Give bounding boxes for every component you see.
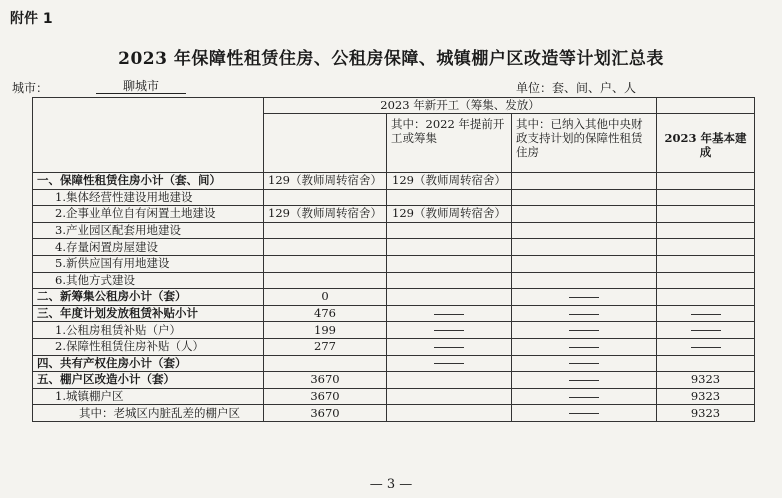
dash-mark [434,330,464,331]
cell-main: 129（教师周转宿舍） [264,206,387,223]
row-label: 三、年度计划发放租赁补贴小计 [33,305,264,322]
page-title: 2023 年保障性租赁住房、公租房保障、城镇棚户区改造等计划汇总表 [118,49,664,69]
header-blank-basic [657,98,755,114]
cell-main [264,272,387,289]
cell-basic [657,305,755,322]
cell-central [512,255,657,272]
cell-basic: 9323 [657,388,755,405]
header-main-col [264,114,387,173]
table-row [33,355,755,372]
cell-basic [657,255,755,272]
cell-basic [657,272,755,289]
dash-mark [691,314,721,315]
cell-main: 3670 [264,372,387,389]
cell-central [512,189,657,206]
cell-basic [657,206,755,223]
row-label: 五、棚户区改造小计（套） [33,372,264,389]
cell-central [512,206,657,223]
dash-mark [569,397,599,398]
row-label: 其中：老城区内脏乱差的棚户区 [33,405,264,422]
cell-basic [657,289,755,306]
cell-central [512,322,657,339]
cell-basic [657,355,755,372]
cell-main [264,222,387,239]
cell-main [264,355,387,372]
cell-prev [387,305,512,322]
city-label: 城市： [12,81,49,95]
cell-main: 129（教师周转宿舍） [264,173,387,190]
page-number: — 3 — [369,477,413,492]
dash-mark [569,314,599,315]
cell-prev [387,255,512,272]
cell-central [512,405,657,422]
cell-basic [657,173,755,190]
row-label: 1.集体经营性建设用地建设 [33,189,264,206]
header-basic-col: 2023 年基本建成 [657,114,755,173]
cell-prev [387,405,512,422]
cell-prev [387,189,512,206]
cell-prev: 129（教师周转宿舍） [387,173,512,190]
cell-central [512,239,657,256]
table-row [33,388,755,405]
cell-prev: 129（教师周转宿舍） [387,206,512,223]
dash-mark [691,347,721,348]
plan-summary-table [32,97,755,422]
cell-prev [387,355,512,372]
row-label: 1.公租房租赁补贴（户） [33,322,264,339]
cell-prev [387,338,512,355]
cell-main: 199 [264,322,387,339]
cell-basic [657,322,755,339]
cell-main: 277 [264,338,387,355]
row-label: 6.其他方式建设 [33,272,264,289]
cell-main [264,189,387,206]
table-row [33,322,755,339]
table-row [33,289,755,306]
row-label: 3.产业园区配套用地建设 [33,222,264,239]
cell-main: 0 [264,289,387,306]
dash-mark [569,330,599,331]
cell-basic: 9323 [657,372,755,389]
row-label: 二、新筹集公租房小计（套） [33,289,264,306]
header-new-start: 2023 年新开工（筹集、发放） [264,98,657,114]
cell-main: 476 [264,305,387,322]
cell-basic [657,338,755,355]
cell-main: 3670 [264,405,387,422]
header-prev-col: 其中：2022 年提前开工或筹集 [387,114,512,173]
attachment-label: 附件 1 [10,11,53,27]
cell-prev [387,372,512,389]
cell-main [264,255,387,272]
row-label: 4.存量闲置房屋建设 [33,239,264,256]
cell-prev [387,272,512,289]
cell-prev [387,289,512,306]
table-row [33,206,755,223]
table-row [33,189,755,206]
dash-mark [569,413,599,414]
dash-mark [569,363,599,364]
table-row [33,338,755,355]
row-label: 2.企事业单位自有闲置土地建设 [33,206,264,223]
cell-basic [657,239,755,256]
dash-mark [569,347,599,348]
row-label: 四、共有产权住房小计（套） [33,355,264,372]
header-central-col: 其中：已纳入其他中央财政支持计划的保障性租赁住房 [512,114,657,173]
table-row [33,239,755,256]
table-row [33,372,755,389]
dash-mark [569,380,599,381]
city-value: 聊城市 [96,79,186,94]
dash-mark [434,314,464,315]
row-label: 2.保障性租赁住房补贴（人） [33,338,264,355]
row-label: 5.新供应国有用地建设 [33,255,264,272]
table-row [33,272,755,289]
cell-basic [657,189,755,206]
table-row [33,405,755,422]
cell-central [512,305,657,322]
header-row-group [33,98,755,114]
cell-central [512,338,657,355]
cell-prev [387,322,512,339]
cell-central [512,355,657,372]
dash-mark [691,330,721,331]
cell-central [512,289,657,306]
row-label: 1.城镇棚户区 [33,388,264,405]
dash-mark [569,297,599,298]
unit-label: 单位：套、间、户、人 [516,81,637,95]
cell-prev [387,222,512,239]
cell-central [512,388,657,405]
table-row [33,255,755,272]
dash-mark [434,363,464,364]
cell-basic [657,222,755,239]
cell-central [512,372,657,389]
cell-basic: 9323 [657,405,755,422]
table-row [33,305,755,322]
row-label: 一、保障性租赁住房小计（套、间） [33,173,264,190]
dash-mark [434,347,464,348]
table-row [33,173,755,190]
cell-prev [387,239,512,256]
cell-central [512,173,657,190]
cell-central [512,222,657,239]
cell-main [264,239,387,256]
cell-central [512,272,657,289]
cell-main: 3670 [264,388,387,405]
header-blank-cell [33,98,264,173]
table-row [33,222,755,239]
cell-prev [387,388,512,405]
